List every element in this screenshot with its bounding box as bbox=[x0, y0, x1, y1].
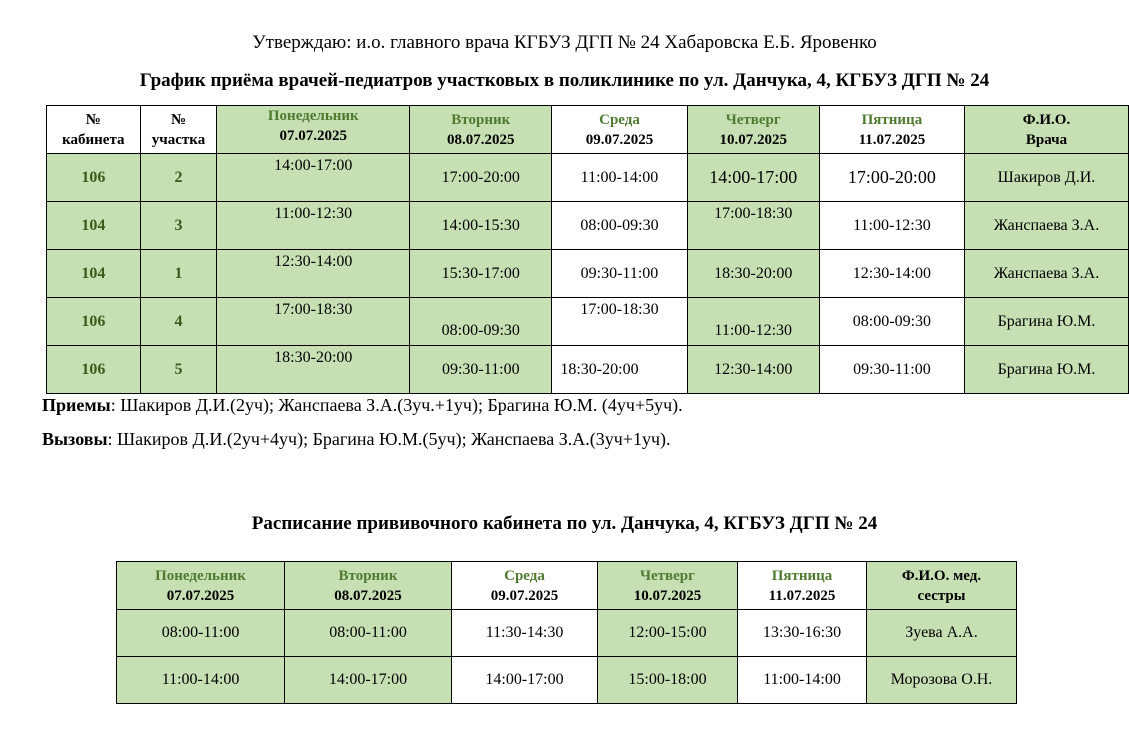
monday-cell: 11:00-14:00 bbox=[117, 657, 285, 704]
receptions-text: : Шакиров Д.И.(2уч); Жанспаева З.А.(3уч.+1уч); Брагина Ю.М. (4уч+5уч). bbox=[110, 395, 683, 415]
cabinet-cell: 104 bbox=[47, 202, 141, 250]
tuesday-cell: 08:00-11:00 bbox=[285, 610, 452, 657]
thursday-cell: 11:00-12:30 bbox=[687, 298, 819, 346]
doctor-cell: Шакиров Д.И. bbox=[964, 154, 1128, 202]
friday-cell: 11:00-12:30 bbox=[819, 202, 964, 250]
monday-cell: 18:30-20:00 bbox=[217, 346, 410, 394]
wednesday-cell: 14:00-17:00 bbox=[452, 657, 598, 704]
wednesday-cell: 11:30-14:30 bbox=[452, 610, 598, 657]
header-cabinet: № кабинета bbox=[47, 106, 141, 154]
area-cell: 2 bbox=[140, 154, 217, 202]
header-wednesday: Среда 09.07.2025 bbox=[452, 562, 598, 610]
friday-cell: 08:00-09:30 bbox=[819, 298, 964, 346]
doctor-cell: Брагина Ю.М. bbox=[964, 298, 1128, 346]
friday-cell: 17:00-20:00 bbox=[819, 154, 964, 202]
cabinet-cell: 106 bbox=[47, 154, 141, 202]
wednesday-cell: 11:00-14:00 bbox=[552, 154, 687, 202]
monday-cell: 08:00-11:00 bbox=[117, 610, 285, 657]
vaccination-table bbox=[116, 561, 1017, 704]
header-thursday: Четверг 10.07.2025 bbox=[598, 562, 738, 610]
tuesday-cell: 14:00-15:30 bbox=[410, 202, 552, 250]
table-row bbox=[47, 298, 1129, 346]
schedule-header-row bbox=[47, 106, 1129, 154]
schedule-title: График приёма врачей-педиатров участковых в поликлинике по ул. Данчука, 4, КГБУЗ ДГП № 24 bbox=[139, 70, 990, 91]
table-row bbox=[47, 250, 1129, 298]
nurse-cell: Зуева А.А. bbox=[867, 610, 1017, 657]
receptions-label: Приемы bbox=[42, 395, 111, 415]
header-monday: Понедельник 07.07.2025 bbox=[217, 106, 410, 154]
vaccination-title: Расписание прививочного кабинета по ул. Данчука, 4, КГБУЗ ДГП № 24 bbox=[251, 513, 878, 534]
header-thursday: Четверг 10.07.2025 bbox=[687, 106, 819, 154]
header-friday: Пятница 11.07.2025 bbox=[819, 106, 964, 154]
header-doctor: Ф.И.О. Врача bbox=[964, 106, 1128, 154]
doctor-cell: Жанспаева З.А. bbox=[964, 202, 1128, 250]
table-row bbox=[47, 202, 1129, 250]
vaccination-header-row bbox=[117, 562, 1017, 610]
cabinet-cell: 106 bbox=[47, 298, 141, 346]
approval-line: Утверждаю: и.о. главного врача КГБУЗ ДГП № 24 Хабаровска Е.Б. Яровенко bbox=[252, 32, 877, 53]
area-cell: 3 bbox=[140, 202, 217, 250]
cabinet-cell: 106 bbox=[47, 346, 141, 394]
doctor-schedule-table bbox=[46, 105, 1129, 394]
table-row bbox=[117, 657, 1017, 704]
header-tuesday: Вторник 08.07.2025 bbox=[285, 562, 452, 610]
table-row bbox=[117, 610, 1017, 657]
friday-cell: 13:30-16:30 bbox=[738, 610, 867, 657]
tuesday-cell: 15:30-17:00 bbox=[410, 250, 552, 298]
thursday-cell: 18:30-20:00 bbox=[687, 250, 819, 298]
thursday-cell: 12:00-15:00 bbox=[598, 610, 738, 657]
wednesday-cell: 09:30-11:00 bbox=[552, 250, 687, 298]
monday-cell: 11:00-12:30 bbox=[217, 202, 410, 250]
area-cell: 5 bbox=[140, 346, 217, 394]
cabinet-cell: 104 bbox=[47, 250, 141, 298]
thursday-cell: 15:00-18:00 bbox=[598, 657, 738, 704]
calls-label: Вызовы bbox=[42, 429, 108, 449]
calls-text: : Шакиров Д.И.(2уч+4уч); Брагина Ю.М.(5уч); Жанспаева З.А.(3уч+1уч). bbox=[107, 429, 671, 449]
wednesday-cell: 08:00-09:30 bbox=[552, 202, 687, 250]
table-row bbox=[47, 346, 1129, 394]
thursday-cell: 14:00-17:00 bbox=[687, 154, 819, 202]
friday-cell: 09:30-11:00 bbox=[819, 346, 964, 394]
header-monday: Понедельник 07.07.2025 bbox=[117, 562, 285, 610]
header-wednesday: Среда 09.07.2025 bbox=[552, 106, 687, 154]
receptions-note bbox=[42, 395, 683, 416]
thursday-cell: 17:00-18:30 bbox=[687, 202, 819, 250]
header-friday: Пятница 11.07.2025 bbox=[738, 562, 867, 610]
tuesday-cell: 08:00-09:30 bbox=[410, 298, 552, 346]
calls-note bbox=[42, 429, 671, 450]
header-nurse: Ф.И.О. мед. сестры bbox=[867, 562, 1017, 610]
wednesday-cell: 18:30-20:00 bbox=[552, 346, 687, 394]
nurse-cell: Морозова О.Н. bbox=[867, 657, 1017, 704]
monday-cell: 17:00-18:30 bbox=[217, 298, 410, 346]
area-cell: 1 bbox=[140, 250, 217, 298]
tuesday-cell: 14:00-17:00 bbox=[285, 657, 452, 704]
tuesday-cell: 09:30-11:00 bbox=[410, 346, 552, 394]
header-area: № участка bbox=[140, 106, 217, 154]
wednesday-cell: 17:00-18:30 bbox=[552, 298, 687, 346]
thursday-cell: 12:30-14:00 bbox=[687, 346, 819, 394]
tuesday-cell: 17:00-20:00 bbox=[410, 154, 552, 202]
doctor-cell: Брагина Ю.М. bbox=[964, 346, 1128, 394]
friday-cell: 11:00-14:00 bbox=[738, 657, 867, 704]
header-tuesday: Вторник 08.07.2025 bbox=[410, 106, 552, 154]
friday-cell: 12:30-14:00 bbox=[819, 250, 964, 298]
table-row bbox=[47, 154, 1129, 202]
monday-cell: 12:30-14:00 bbox=[217, 250, 410, 298]
area-cell: 4 bbox=[140, 298, 217, 346]
doctor-cell: Жанспаева З.А. bbox=[964, 250, 1128, 298]
monday-cell: 14:00-17:00 bbox=[217, 154, 410, 202]
